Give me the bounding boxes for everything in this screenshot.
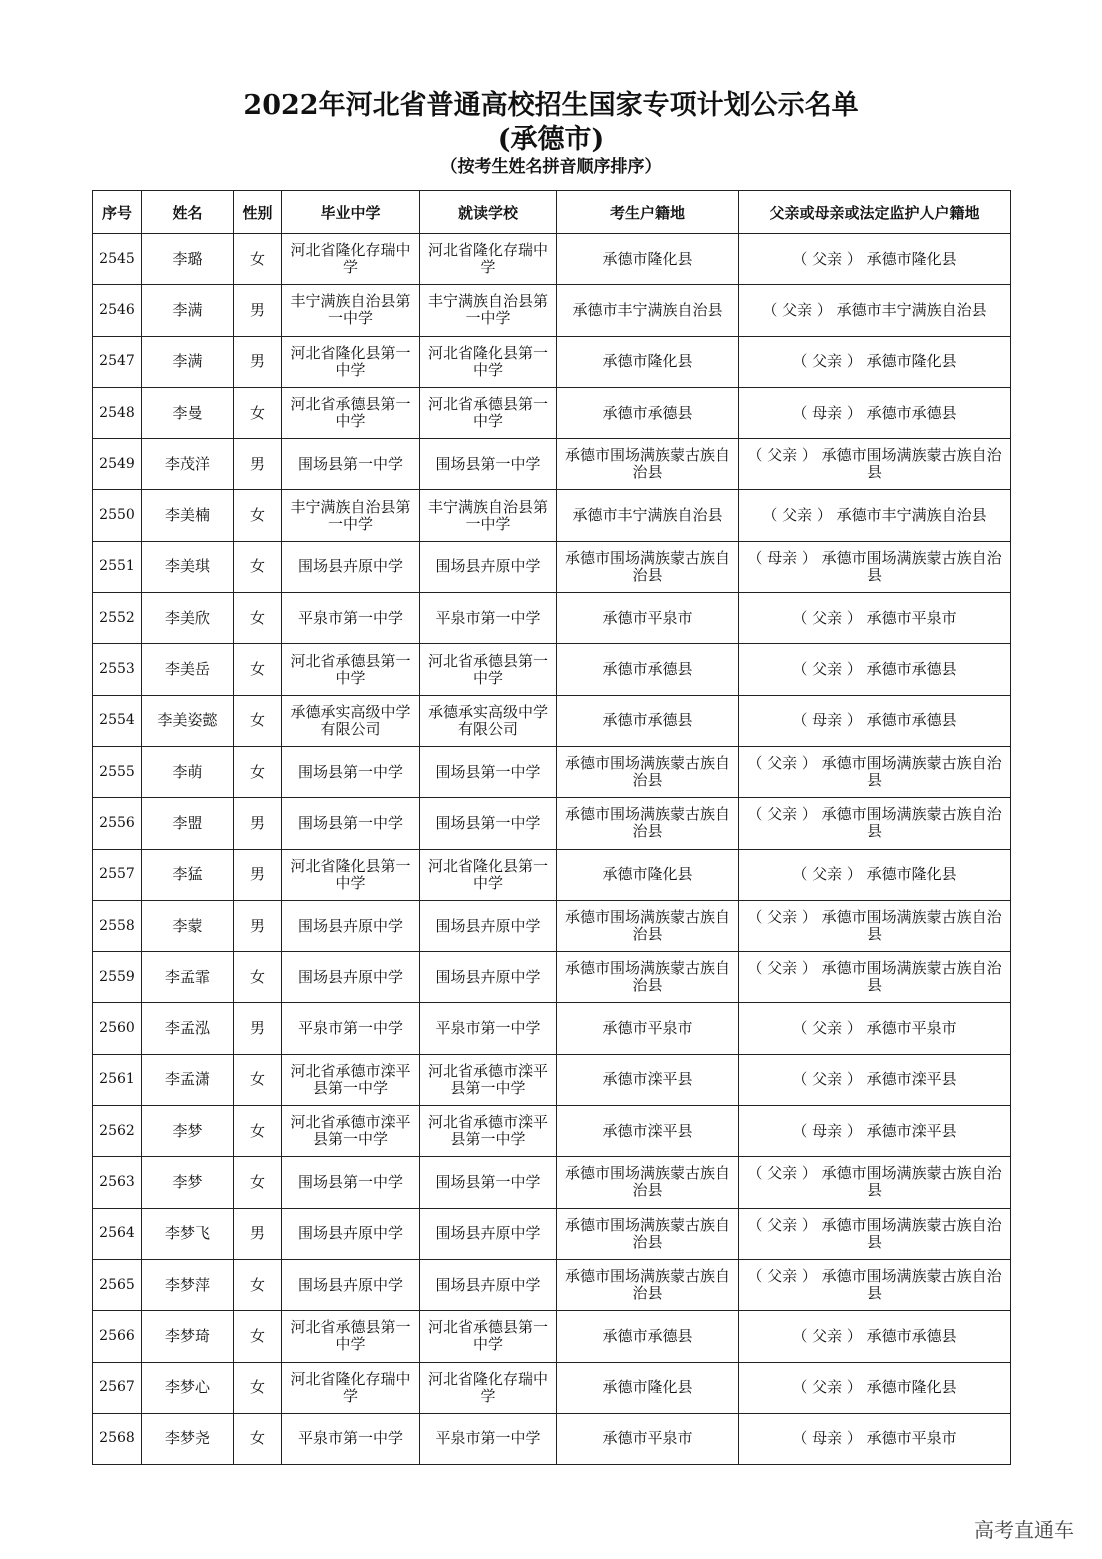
- cell-gender: 女: [234, 644, 282, 695]
- cell-serial: 2546: [93, 285, 142, 336]
- cell-gender: 男: [234, 336, 282, 387]
- cell-student-domicile: 承德市隆化县: [557, 849, 739, 900]
- cell-serial: 2551: [93, 541, 142, 592]
- header-name: 姓名: [142, 191, 234, 234]
- cell-graduated-school: 丰宁满族自治县第一中学: [282, 490, 420, 541]
- cell-gender: 男: [234, 798, 282, 849]
- cell-graduated-school: 围场县卉原中学: [282, 952, 420, 1003]
- cell-name: 李梦: [142, 1157, 234, 1208]
- document-subtitle: (承德市): [497, 124, 605, 155]
- cell-name: 李美姿懿: [142, 695, 234, 746]
- cell-name: 李孟泓: [142, 1003, 234, 1054]
- cell-graduated-school: 河北省隆化县第一中学: [282, 849, 420, 900]
- cell-serial: 2561: [93, 1054, 142, 1105]
- cell-gender: 女: [234, 593, 282, 644]
- table-row: [93, 336, 1011, 387]
- cell-graduated-school: 围场县卉原中学: [282, 541, 420, 592]
- cell-student-domicile: 承德市围场满族蒙古族自治县: [557, 1208, 739, 1259]
- cell-student-domicile: 承德市隆化县: [557, 1362, 739, 1413]
- cell-serial: 2567: [93, 1362, 142, 1413]
- cell-graduated-school: 平泉市第一中学: [282, 1413, 420, 1464]
- cell-gender: 女: [234, 387, 282, 438]
- cell-gender: 女: [234, 1413, 282, 1464]
- watermark-text: 高考直通车: [974, 1518, 1074, 1542]
- cell-current-school: 河北省承德县第一中学: [420, 1311, 557, 1362]
- cell-graduated-school: 河北省承德市滦平县第一中学: [282, 1106, 420, 1157]
- cell-serial: 2563: [93, 1157, 142, 1208]
- table-row: [93, 1208, 1011, 1259]
- cell-gender: 男: [234, 1208, 282, 1259]
- cell-current-school: 丰宁满族自治县第一中学: [420, 285, 557, 336]
- cell-gender: 女: [234, 1106, 282, 1157]
- cell-name: 李满: [142, 336, 234, 387]
- cell-current-school: 围场县第一中学: [420, 746, 557, 797]
- cell-serial: 2558: [93, 900, 142, 951]
- cell-current-school: 围场县第一中学: [420, 1157, 557, 1208]
- cell-gender: 男: [234, 900, 282, 951]
- cell-name: 李梦尧: [142, 1413, 234, 1464]
- cell-name: 李梦萍: [142, 1259, 234, 1310]
- table-row: [93, 900, 1011, 951]
- cell-gender: 女: [234, 234, 282, 285]
- cell-student-domicile: 承德市围场满族蒙古族自治县: [557, 798, 739, 849]
- cell-student-domicile: 承德市隆化县: [557, 234, 739, 285]
- cell-guardian-domicile: （ 父亲 ） 承德市隆化县: [739, 234, 1011, 285]
- cell-name: 李梦: [142, 1106, 234, 1157]
- cell-graduated-school: 平泉市第一中学: [282, 1003, 420, 1054]
- cell-name: 李茂洋: [142, 439, 234, 490]
- table-row: [93, 1413, 1011, 1464]
- cell-current-school: 河北省隆化存瑞中学: [420, 1362, 557, 1413]
- cell-current-school: 围场县卉原中学: [420, 541, 557, 592]
- cell-student-domicile: 承德市围场满族蒙古族自治县: [557, 1259, 739, 1310]
- table-row: [93, 541, 1011, 592]
- cell-current-school: 丰宁满族自治县第一中学: [420, 490, 557, 541]
- cell-serial: 2565: [93, 1259, 142, 1310]
- cell-gender: 女: [234, 695, 282, 746]
- cell-graduated-school: 围场县卉原中学: [282, 1259, 420, 1310]
- cell-name: 李满: [142, 285, 234, 336]
- table-row: [93, 1106, 1011, 1157]
- table-row: [93, 1054, 1011, 1105]
- cell-gender: 男: [234, 849, 282, 900]
- table-row: [93, 849, 1011, 900]
- cell-guardian-domicile: （ 父亲 ） 承德市隆化县: [739, 849, 1011, 900]
- cell-graduated-school: 河北省隆化县第一中学: [282, 336, 420, 387]
- cell-serial: 2547: [93, 336, 142, 387]
- cell-serial: 2552: [93, 593, 142, 644]
- table-row: [93, 1311, 1011, 1362]
- cell-student-domicile: 承德市丰宁满族自治县: [557, 490, 739, 541]
- cell-serial: 2548: [93, 387, 142, 438]
- cell-current-school: 围场县卉原中学: [420, 900, 557, 951]
- table-row: [93, 798, 1011, 849]
- cell-name: 李梦琦: [142, 1311, 234, 1362]
- table-row: [93, 387, 1011, 438]
- cell-gender: 女: [234, 1054, 282, 1105]
- table-row: [93, 1259, 1011, 1310]
- cell-current-school: 河北省承德市滦平县第一中学: [420, 1106, 557, 1157]
- cell-guardian-domicile: （ 父亲 ） 承德市围场满族蒙古族自治县: [739, 952, 1011, 1003]
- document-title: 2022年河北省普通高校招生国家专项计划公示名单: [243, 90, 859, 121]
- cell-serial: 2566: [93, 1311, 142, 1362]
- cell-name: 李萌: [142, 746, 234, 797]
- cell-gender: 女: [234, 952, 282, 1003]
- header-student-domicile: 考生户籍地: [557, 191, 739, 234]
- cell-graduated-school: 围场县第一中学: [282, 798, 420, 849]
- table-row: [93, 1157, 1011, 1208]
- cell-name: 李孟霏: [142, 952, 234, 1003]
- cell-graduated-school: 围场县第一中学: [282, 439, 420, 490]
- cell-gender: 男: [234, 285, 282, 336]
- header-gender: 性别: [234, 191, 282, 234]
- cell-gender: 女: [234, 1157, 282, 1208]
- cell-name: 李孟潇: [142, 1054, 234, 1105]
- cell-name: 李曼: [142, 387, 234, 438]
- cell-guardian-domicile: （ 母亲 ） 承德市围场满族蒙古族自治县: [739, 541, 1011, 592]
- header-graduated-school: 毕业中学: [282, 191, 420, 234]
- cell-graduated-school: 平泉市第一中学: [282, 593, 420, 644]
- cell-graduated-school: 河北省隆化存瑞中学: [282, 234, 420, 285]
- table-row: [93, 1003, 1011, 1054]
- cell-current-school: 河北省隆化存瑞中学: [420, 234, 557, 285]
- header-serial: 序号: [93, 191, 142, 234]
- cell-student-domicile: 承德市平泉市: [557, 593, 739, 644]
- table-row: [93, 593, 1011, 644]
- cell-guardian-domicile: （ 父亲 ） 承德市围场满族蒙古族自治县: [739, 900, 1011, 951]
- cell-student-domicile: 承德市围场满族蒙古族自治县: [557, 952, 739, 1003]
- cell-student-domicile: 承德市隆化县: [557, 336, 739, 387]
- cell-guardian-domicile: （ 父亲 ） 承德市丰宁满族自治县: [739, 490, 1011, 541]
- header-guardian-domicile: 父亲或母亲或法定监护人户籍地: [739, 191, 1011, 234]
- cell-student-domicile: 承德市围场满族蒙古族自治县: [557, 746, 739, 797]
- cell-student-domicile: 承德市平泉市: [557, 1413, 739, 1464]
- cell-guardian-domicile: （ 父亲 ） 承德市隆化县: [739, 1362, 1011, 1413]
- cell-name: 李梦飞: [142, 1208, 234, 1259]
- cell-current-school: 河北省隆化县第一中学: [420, 336, 557, 387]
- cell-guardian-domicile: （ 母亲 ） 承德市滦平县: [739, 1106, 1011, 1157]
- cell-current-school: 承德承实高级中学有限公司: [420, 695, 557, 746]
- cell-serial: 2557: [93, 849, 142, 900]
- cell-current-school: 平泉市第一中学: [420, 593, 557, 644]
- cell-name: 李盟: [142, 798, 234, 849]
- cell-graduated-school: 河北省承德市滦平县第一中学: [282, 1054, 420, 1105]
- table-row: [93, 952, 1011, 1003]
- cell-name: 李璐: [142, 234, 234, 285]
- cell-student-domicile: 承德市滦平县: [557, 1106, 739, 1157]
- cell-serial: 2568: [93, 1413, 142, 1464]
- cell-name: 李美欣: [142, 593, 234, 644]
- cell-guardian-domicile: （ 父亲 ） 承德市平泉市: [739, 1003, 1011, 1054]
- cell-name: 李美岳: [142, 644, 234, 695]
- cell-guardian-domicile: （ 父亲 ） 承德市平泉市: [739, 593, 1011, 644]
- cell-graduated-school: 河北省承德县第一中学: [282, 387, 420, 438]
- table-row: [93, 644, 1011, 695]
- cell-guardian-domicile: （ 父亲 ） 承德市承德县: [739, 644, 1011, 695]
- cell-serial: 2555: [93, 746, 142, 797]
- table-row: [93, 234, 1011, 285]
- cell-current-school: 河北省承德县第一中学: [420, 644, 557, 695]
- cell-graduated-school: 围场县第一中学: [282, 1157, 420, 1208]
- cell-current-school: 围场县卉原中学: [420, 1208, 557, 1259]
- cell-name: 李蒙: [142, 900, 234, 951]
- cell-gender: 女: [234, 746, 282, 797]
- cell-guardian-domicile: （ 父亲 ） 承德市围场满族蒙古族自治县: [739, 1259, 1011, 1310]
- cell-student-domicile: 承德市承德县: [557, 695, 739, 746]
- cell-guardian-domicile: （ 父亲 ） 承德市隆化县: [739, 336, 1011, 387]
- table-row: [93, 1362, 1011, 1413]
- cell-guardian-domicile: （ 父亲 ） 承德市丰宁满族自治县: [739, 285, 1011, 336]
- cell-serial: 2560: [93, 1003, 142, 1054]
- cell-current-school: 平泉市第一中学: [420, 1413, 557, 1464]
- cell-serial: 2554: [93, 695, 142, 746]
- sort-note: （按考生姓名拼音顺序排序）: [440, 157, 662, 177]
- cell-guardian-domicile: （ 父亲 ） 承德市承德县: [739, 1311, 1011, 1362]
- cell-guardian-domicile: （ 父亲 ） 承德市围场满族蒙古族自治县: [739, 439, 1011, 490]
- cell-serial: 2556: [93, 798, 142, 849]
- table-row: [93, 490, 1011, 541]
- cell-gender: 女: [234, 1259, 282, 1310]
- cell-serial: 2550: [93, 490, 142, 541]
- table-header-row: [93, 191, 1011, 234]
- cell-serial: 2549: [93, 439, 142, 490]
- cell-guardian-domicile: （ 父亲 ） 承德市围场满族蒙古族自治县: [739, 1208, 1011, 1259]
- cell-student-domicile: 承德市承德县: [557, 387, 739, 438]
- cell-name: 李美琪: [142, 541, 234, 592]
- cell-serial: 2553: [93, 644, 142, 695]
- table-row: [93, 285, 1011, 336]
- cell-student-domicile: 承德市围场满族蒙古族自治县: [557, 541, 739, 592]
- cell-graduated-school: 河北省承德县第一中学: [282, 1311, 420, 1362]
- cell-name: 李猛: [142, 849, 234, 900]
- cell-serial: 2559: [93, 952, 142, 1003]
- cell-guardian-domicile: （ 父亲 ） 承德市围场满族蒙古族自治县: [739, 746, 1011, 797]
- header-current-school: 就读学校: [420, 191, 557, 234]
- cell-student-domicile: 承德市围场满族蒙古族自治县: [557, 439, 739, 490]
- cell-student-domicile: 承德市承德县: [557, 1311, 739, 1362]
- cell-current-school: 平泉市第一中学: [420, 1003, 557, 1054]
- cell-current-school: 围场县卉原中学: [420, 1259, 557, 1310]
- cell-guardian-domicile: （ 母亲 ） 承德市承德县: [739, 695, 1011, 746]
- cell-serial: 2564: [93, 1208, 142, 1259]
- cell-name: 李梦心: [142, 1362, 234, 1413]
- cell-name: 李美楠: [142, 490, 234, 541]
- table-row: [93, 695, 1011, 746]
- cell-current-school: 围场县第一中学: [420, 439, 557, 490]
- cell-student-domicile: 承德市围场满族蒙古族自治县: [557, 1157, 739, 1208]
- table-row: [93, 439, 1011, 490]
- cell-current-school: 围场县卉原中学: [420, 952, 557, 1003]
- cell-student-domicile: 承德市承德县: [557, 644, 739, 695]
- table-row: [93, 746, 1011, 797]
- cell-graduated-school: 河北省承德县第一中学: [282, 644, 420, 695]
- cell-current-school: 河北省承德市滦平县第一中学: [420, 1054, 557, 1105]
- cell-guardian-domicile: （ 母亲 ） 承德市平泉市: [739, 1413, 1011, 1464]
- cell-guardian-domicile: （ 父亲 ） 承德市围场满族蒙古族自治县: [739, 1157, 1011, 1208]
- cell-graduated-school: 承德承实高级中学有限公司: [282, 695, 420, 746]
- cell-graduated-school: 围场县卉原中学: [282, 1208, 420, 1259]
- cell-guardian-domicile: （ 母亲 ） 承德市承德县: [739, 387, 1011, 438]
- cell-graduated-school: 围场县第一中学: [282, 746, 420, 797]
- cell-serial: 2545: [93, 234, 142, 285]
- cell-current-school: 河北省隆化县第一中学: [420, 849, 557, 900]
- cell-graduated-school: 河北省隆化存瑞中学: [282, 1362, 420, 1413]
- roster-table: [92, 190, 1011, 1465]
- cell-gender: 男: [234, 439, 282, 490]
- cell-gender: 女: [234, 1311, 282, 1362]
- cell-current-school: 河北省承德县第一中学: [420, 387, 557, 438]
- cell-graduated-school: 围场县卉原中学: [282, 900, 420, 951]
- cell-gender: 男: [234, 1003, 282, 1054]
- cell-student-domicile: 承德市滦平县: [557, 1054, 739, 1105]
- cell-student-domicile: 承德市围场满族蒙古族自治县: [557, 900, 739, 951]
- cell-gender: 女: [234, 490, 282, 541]
- cell-student-domicile: 承德市丰宁满族自治县: [557, 285, 739, 336]
- cell-guardian-domicile: （ 父亲 ） 承德市滦平县: [739, 1054, 1011, 1105]
- cell-graduated-school: 丰宁满族自治县第一中学: [282, 285, 420, 336]
- cell-gender: 女: [234, 1362, 282, 1413]
- cell-guardian-domicile: （ 父亲 ） 承德市围场满族蒙古族自治县: [739, 798, 1011, 849]
- cell-gender: 女: [234, 541, 282, 592]
- cell-current-school: 围场县第一中学: [420, 798, 557, 849]
- cell-serial: 2562: [93, 1106, 142, 1157]
- cell-student-domicile: 承德市平泉市: [557, 1003, 739, 1054]
